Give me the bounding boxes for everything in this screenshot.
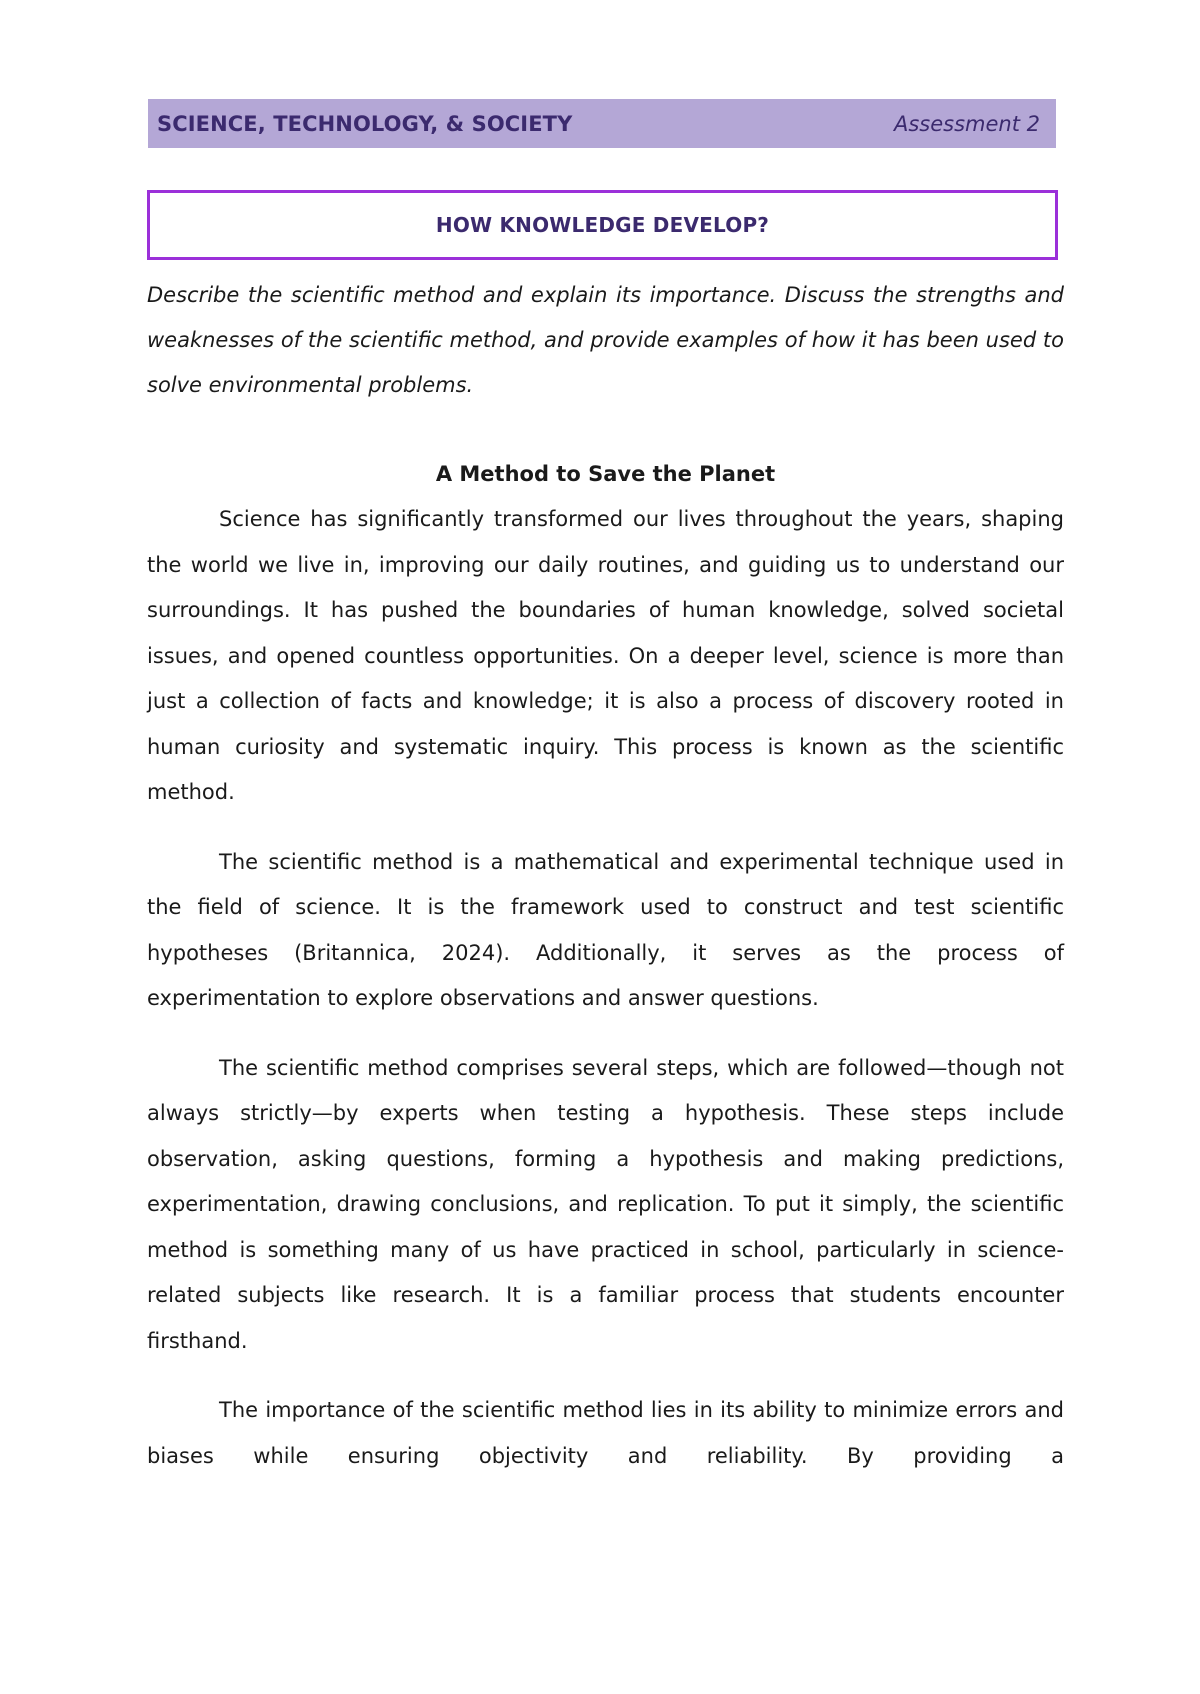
topic-title: HOW KNOWLEDGE DEVELOP? <box>435 213 770 237</box>
course-header-bar <box>148 99 1056 148</box>
document-body <box>147 273 1064 1479</box>
essay-paragraph-2: The scientific method is a mathematical and experimental technique used in the field of science. It is the framework used to construct and test scientific hypotheses (Britannica, 2024). Additionally, it serves as the process of experimentation to explore observations and answer questions. <box>147 849 1064 1010</box>
essay-paragraph-4: The importance of the scientific method lies in its ability to minimize errors and biases while ensuring objectivity and reliability. By providing a <box>147 1398 1064 1468</box>
topic-box <box>147 190 1058 260</box>
assignment-prompt: Describe the scientific method and explain its importance. Discuss the strengths and weaknesses of the scientific method, and provide examples of how it has been used to solve environmental problems. <box>147 283 1064 397</box>
essay-paragraph-1: Science has significantly transformed our lives throughout the years, shaping the world we live in, improving our daily routines, and guiding us to understand our surroundings. It has pushed the boundaries of human knowledge, solved societal issues, and opened countless opportunities. On a deeper level, science is more than just a collection of facts and knowledge; it is also a process of discovery rooted in human curiosity and systematic inquiry. This process is known as the scientific method. <box>147 507 1064 804</box>
essay-paragraph-3: The scientific method comprises several steps, which are followed—though not always strictly—by experts when testing a hypothesis. These steps include observation, asking questions, forming a hypothesis and making predictions, experimentation, drawing conclusions, and replication. To put it simply, the scientific method is something many of us have practiced in school, particularly in science-related subjects like research. It is a familiar process that students encounter firsthand. <box>147 1055 1064 1353</box>
assessment-label: Assessment 2 <box>893 111 1040 136</box>
essay-title: A Method to Save the Planet <box>435 462 776 486</box>
course-title: SCIENCE, TECHNOLOGY, & SOCIETY <box>157 111 573 136</box>
